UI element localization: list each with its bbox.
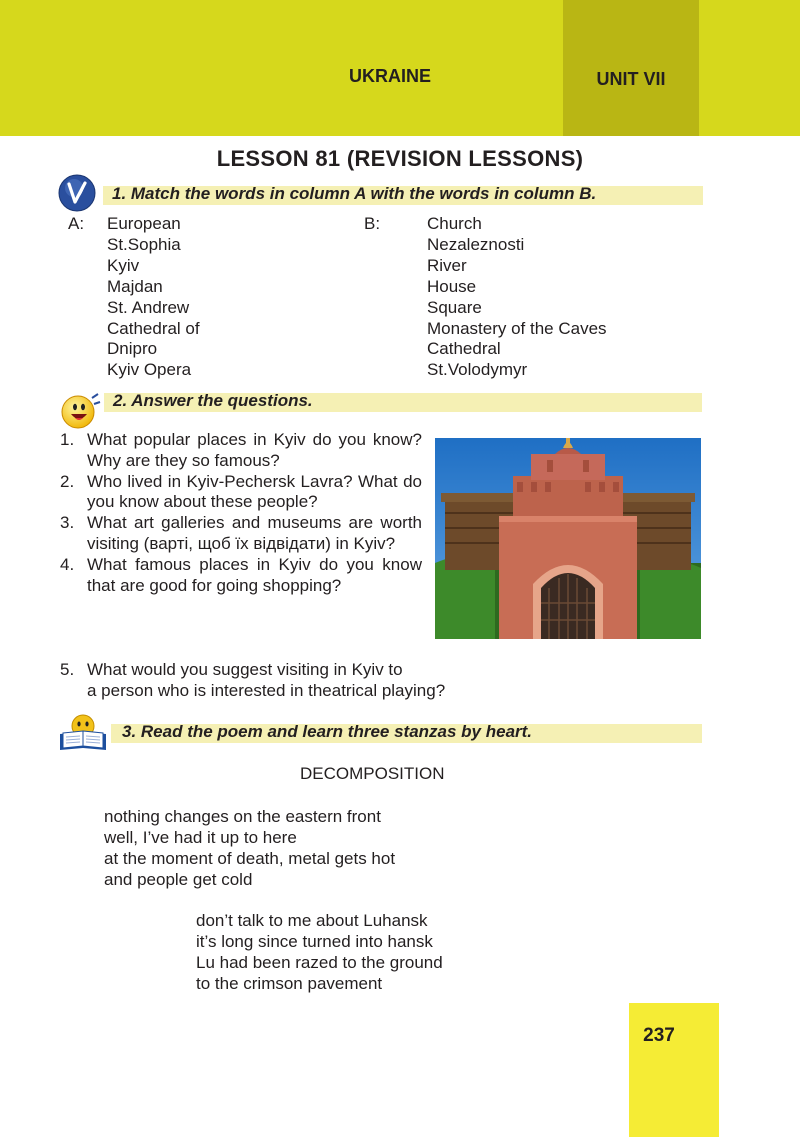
question-item bbox=[60, 660, 530, 702]
page-number-box bbox=[629, 1003, 719, 1137]
poem-line: well, I’ve had it up to here bbox=[104, 828, 297, 847]
poem-line: nothing changes on the eastern front bbox=[104, 807, 381, 826]
task1-instruction: 1. Match the words in column A with the words in column B. bbox=[112, 184, 597, 203]
unit-label: UNIT VII bbox=[596, 69, 666, 89]
poem-line: to the crimson pavement bbox=[196, 974, 383, 993]
question-number: 5. bbox=[60, 660, 75, 679]
column-b-item: Square bbox=[427, 297, 482, 317]
question-text: What would you suggest visiting in Kyiv to bbox=[87, 660, 403, 679]
pen-nib-icon bbox=[58, 174, 96, 212]
question-text: What famous places in Kyiv do you know that are good for going shopping? bbox=[87, 554, 422, 595]
question-text: What popular places in Kyiv do you know? Why are they so famous? bbox=[87, 430, 422, 470]
golden-gate-kyiv-photo bbox=[435, 438, 701, 639]
question-item bbox=[60, 513, 422, 555]
question-number: 1. bbox=[60, 430, 75, 449]
column-b-item: Nezaleznosti bbox=[427, 234, 525, 254]
column-b-item: Monastery of the Caves bbox=[427, 318, 607, 338]
question-text: Who lived in Kyiv-Pechersk Lavra? What do you know about these people? bbox=[87, 471, 422, 512]
unit-box bbox=[563, 0, 699, 136]
section-title: UKRAINE bbox=[348, 66, 431, 86]
question-item bbox=[60, 472, 422, 514]
column-a-item: Kyiv Opera bbox=[107, 360, 192, 380]
question-item bbox=[60, 555, 422, 597]
question-text: What art galleries and museums are worth visiting (варті, щоб їх відвідати) in Kyiv? bbox=[87, 513, 422, 553]
column-a-item: European bbox=[107, 214, 181, 233]
task3-instruction: 3. Read the poem and learn three stanzas by heart. bbox=[122, 722, 533, 741]
column-b-item: St.Volodymyr bbox=[427, 360, 528, 380]
page-number: 237 bbox=[643, 1025, 675, 1046]
column-a-list bbox=[107, 214, 200, 381]
task2-instruction: 2. Answer the questions. bbox=[113, 391, 313, 410]
lesson-title: LESSON 81 (REVISION LESSONS) bbox=[216, 146, 584, 171]
column-a-item: St.Sophia bbox=[107, 234, 181, 254]
column-a-label: A: bbox=[68, 214, 85, 233]
column-b-label: B: bbox=[364, 214, 381, 233]
question-text: a person who is interested in theatrical playing? bbox=[87, 680, 446, 700]
column-b-list bbox=[427, 214, 607, 381]
question-number: 3. bbox=[60, 513, 75, 533]
column-b-item: Cathedral bbox=[427, 339, 501, 359]
questions-list bbox=[60, 430, 422, 596]
column-a-item: Cathedral of bbox=[107, 318, 200, 338]
question-item bbox=[60, 430, 422, 472]
column-a-item: Dnipro bbox=[107, 339, 158, 359]
column-b-item: Church bbox=[427, 214, 482, 233]
poem-title: DECOMPOSITION bbox=[300, 764, 445, 783]
column-a-item: Majdan bbox=[107, 276, 163, 296]
smiley-face-icon bbox=[58, 392, 102, 430]
poem-line: at the moment of death, metal gets hot bbox=[104, 849, 396, 868]
poem-stanza-2 bbox=[196, 910, 443, 994]
poem-stanza-1 bbox=[104, 806, 395, 890]
poem-line: and people get cold bbox=[104, 870, 253, 889]
column-a-item: Kyiv bbox=[107, 255, 140, 275]
poem-line: Lu had been razed to the ground bbox=[196, 953, 443, 972]
poem-line: it’s long since turned into hansk bbox=[196, 932, 433, 951]
question-number: 4. bbox=[60, 554, 75, 574]
column-a-item: St. Andrew bbox=[107, 297, 190, 317]
poem-line: don’t talk to me about Luhansk bbox=[196, 911, 428, 930]
column-b-item: River bbox=[427, 255, 467, 275]
reading-book-icon bbox=[57, 712, 109, 752]
question-number: 2. bbox=[60, 471, 75, 491]
column-b-item: House bbox=[427, 276, 477, 296]
